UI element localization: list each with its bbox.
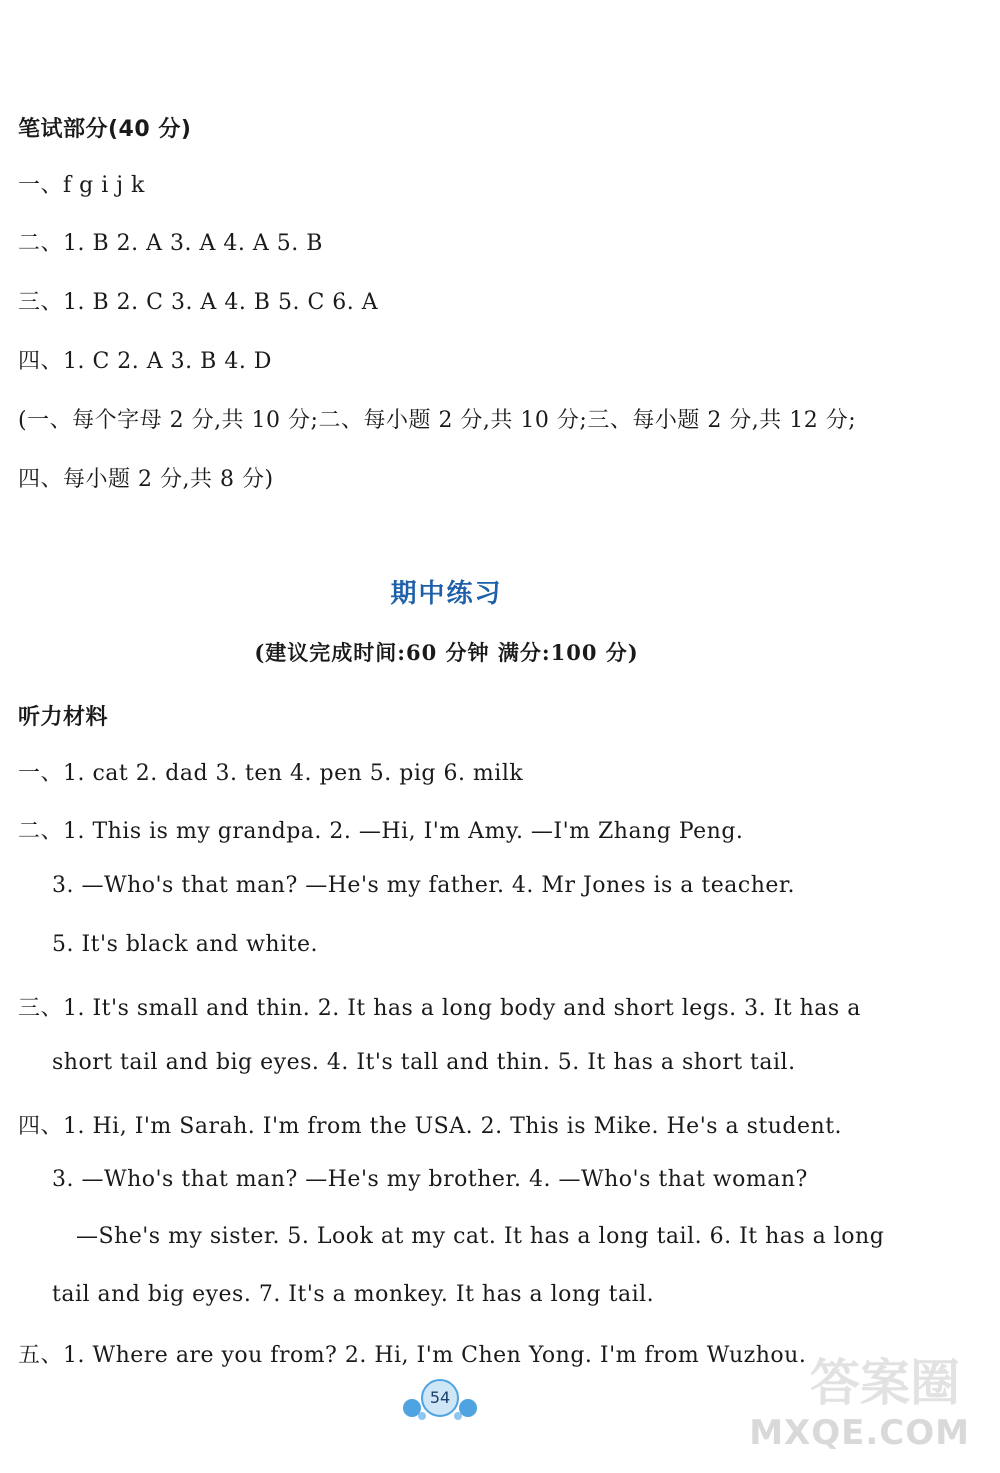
listening-line-7: 四、1. Hi, I'm Sarah. I'm from the USA. 2. This is Mike. He's a student. <box>18 1114 843 1139</box>
scoring-note-line-2: 四、每小题 2 分,共 8 分) <box>18 467 274 492</box>
listening-line-1: 一、1. cat 2. dad 3. ten 4. pen 5. pig 6. milk <box>18 761 524 786</box>
answer-line-1: 一、f g i j k <box>18 173 145 198</box>
page-number: 54 <box>429 1388 451 1407</box>
listening-line-3: 3. —Who's that man? —He's my father. 4. Mr Jones is a teacher. <box>52 873 795 898</box>
section-subtitle: (建议完成时间:60 分钟 满分:100 分) <box>254 640 639 665</box>
listening-line-11: 五、1. Where are you from? 2. Hi, I'm Chen Yong. I'm from Wuzhou. <box>18 1343 807 1368</box>
listening-line-5: 三、1. It's small and thin. 2. It has a long body and short legs. 3. It has a <box>18 996 861 1021</box>
watermark <box>749 1343 970 1453</box>
listening-line-10: tail and big eyes. 7. It's a monkey. It has a long tail. <box>52 1282 655 1307</box>
watermark-logo: 答案圈 <box>810 1354 960 1412</box>
written-heading: 笔试部分(40 分) <box>18 117 192 142</box>
answer-line-3: 三、1. B 2. C 3. A 4. B 5. C 6. A <box>18 290 379 315</box>
watermark-url: MXQE.COM <box>749 1413 970 1453</box>
page-number-badge <box>400 1378 480 1424</box>
listening-heading: 听力材料 <box>18 705 109 730</box>
listening-line-8: 3. —Who's that man? —He's my brother. 4. —Who's that woman? <box>52 1167 808 1192</box>
scoring-note-line-1: (一、每个字母 2 分,共 10 分;二、每小题 2 分,共 10 分;三、每小题 2 分,共 12 分; <box>18 408 857 433</box>
listening-line-9: —She's my sister. 5. Look at my cat. It has a long tail. 6. It has a long <box>76 1224 885 1249</box>
listening-line-4: 5. It's black and white. <box>52 932 318 957</box>
answer-line-2: 二、1. B 2. A 3. A 4. A 5. B <box>18 231 323 256</box>
listening-line-6: short tail and big eyes. 4. It's tall and thin. 5. It has a short tail. <box>52 1050 796 1075</box>
answer-line-4: 四、1. C 2. A 3. B 4. D <box>18 349 272 374</box>
section-title: 期中练习 <box>390 579 503 609</box>
listening-line-2: 二、1. This is my grandpa. 2. —Hi, I'm Amy. —I'm Zhang Peng. <box>18 819 744 844</box>
